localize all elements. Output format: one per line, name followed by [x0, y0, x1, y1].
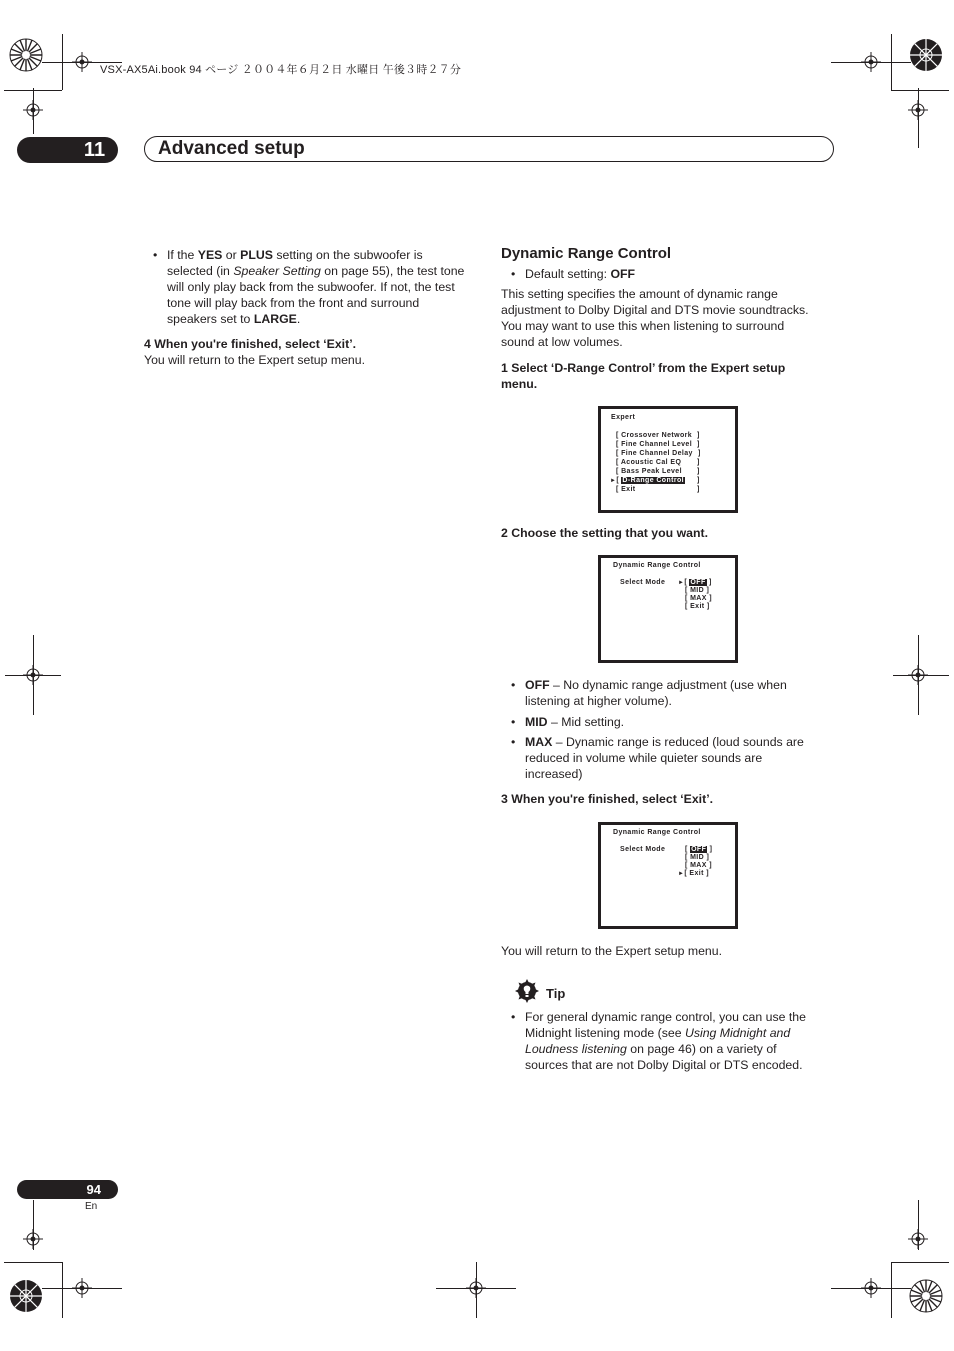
text-run: speakers set to [167, 312, 254, 326]
osd-title: Dynamic Range Control [613, 562, 701, 569]
text-line: You may want to use this when listening to surround [501, 319, 785, 333]
lightbulb-icon [514, 979, 540, 1005]
osd-menu-item: [ Bass Peak Level [616, 468, 682, 475]
osd-drc-select-exit [598, 822, 738, 929]
registration-wheel-icon [9, 38, 43, 72]
text-line: sound at low volumes. [501, 335, 623, 349]
step-3-text: You will return to the Expert setup menu. [501, 944, 723, 958]
chapter-number-tab [17, 137, 118, 163]
text-line: will only play back from the subwoofer. If not, the test [167, 280, 455, 294]
option-description: – No dynamic range adjustment (use when [549, 678, 787, 692]
large-keyword: LARGE [253, 312, 297, 326]
speaker-setting-reference: Speaker Setting [233, 264, 321, 278]
osd-label: Select Mode [620, 579, 666, 586]
midnight-reference: Using Midnight and [684, 1026, 791, 1040]
text-run: . [296, 312, 301, 326]
bullet-icon: • [511, 735, 516, 749]
osd-label: Select Mode [620, 846, 666, 853]
osd-expert-menu: Expert [ Crossover Network [ Fine Channel Level [ Fine Channel Delay [ Acoustic Cal EQ [ Bass Peak Level ►[ D-Range Control [ Exit ] ] ] ] ] ] ] [598, 406, 738, 513]
default-setting-label: Default setting: [525, 267, 611, 281]
option-name: MAX [525, 735, 553, 749]
cursor-arrow-icon: ► [678, 580, 685, 586]
cursor-arrow-icon: ► [678, 871, 685, 877]
loudness-reference: Loudness listening [525, 1042, 627, 1056]
osd-menu-item: [ Exit [616, 486, 636, 493]
chapter-number: 11 [83, 138, 106, 161]
section-title: Dynamic Range Control [501, 245, 672, 262]
option-description: increased) [525, 767, 583, 781]
registration-wheel-icon [909, 38, 943, 72]
text-run: setting on the subwoofer is [272, 248, 423, 262]
text-run: selected (in [167, 264, 234, 278]
option-name: MID [525, 715, 548, 729]
option-description: listening at higher volume). [525, 694, 672, 708]
text-line: This setting specifies the amount of dynamic range [501, 287, 778, 301]
default-setting-value: OFF [610, 267, 636, 281]
osd-option: [ MID ] [685, 587, 710, 594]
bullet-icon: • [511, 678, 516, 692]
text-run: or [222, 248, 241, 262]
osd-option: [ MID ] [685, 854, 710, 861]
cursor-arrow-icon: ► [610, 478, 617, 484]
bullet-icon: • [153, 248, 158, 262]
osd-option-selected: ►[ OFF ] [678, 579, 712, 586]
osd-menu-item: [ Fine Channel Level [616, 441, 693, 448]
print-header: VSX-AX5Ai.book 94 ページ ２００４年６月２日 水曜日 午後３時２７分 [100, 64, 462, 76]
text-line: sources that are not Dolby Digital or DTS encoded. [525, 1058, 803, 1072]
osd-option: [ MAX ] [685, 595, 712, 602]
text-line: menu. [501, 377, 538, 391]
option-description: – Dynamic range is reduced (loud sounds are [552, 735, 804, 749]
osd-option-selected: ►[ Exit ] [678, 870, 709, 877]
registration-wheel-icon [909, 1279, 943, 1313]
text-run: If the [167, 248, 198, 262]
text-line: For general dynamic range control, you can use the [525, 1010, 806, 1024]
text-line: tone will play back from the front and surround [167, 296, 420, 310]
osd-option: [ OFF ] [685, 846, 713, 853]
bullet-icon: • [511, 715, 516, 729]
osd-title: Expert [611, 414, 636, 421]
plus-keyword: PLUS [240, 248, 273, 262]
option-description: – Mid setting. [547, 715, 625, 729]
osd-title: Dynamic Range Control [613, 829, 701, 836]
yes-keyword: YES [197, 248, 223, 262]
option-description: reduced in volume while quieter sounds are [525, 751, 763, 765]
option-name: OFF [525, 678, 550, 692]
osd-option: [ MAX ] [685, 862, 712, 869]
page-number-tab [17, 1180, 118, 1199]
osd-menu-item: [ Crossover Network [616, 432, 693, 439]
text-line: adjustment to Dolby Digital and DTS movie soundtracks. [501, 303, 809, 317]
step-1-heading [501, 360, 785, 392]
step-4-heading: 4 When you're finished, select ‘Exit’. [144, 337, 357, 351]
chapter-title: Advanced setup [158, 138, 305, 159]
intro-paragraph [501, 286, 841, 350]
registration-wheel-icon [9, 1279, 43, 1313]
text-run: on page 55), the test tone [320, 264, 465, 278]
step-2-heading: 2 Choose the setting that you want. [501, 526, 709, 540]
text-line: 1 Select ‘D-Range Control’ from the Expert setup [501, 361, 786, 375]
step-3-heading: 3 When you're finished, select ‘Exit’. [501, 792, 714, 806]
osd-drc-select-off [598, 555, 738, 663]
osd-menu-item: [ Fine Channel Delay [616, 450, 693, 457]
tip-label: Tip [546, 986, 566, 1001]
step-4-text: You will return to the Expert setup menu. [144, 353, 366, 367]
bullet-icon: • [511, 1010, 516, 1024]
language-label: En [85, 1201, 98, 1212]
page-number: 94 [86, 1182, 101, 1197]
osd-menu-item-selected: ►[ D-Range Control [610, 477, 685, 484]
osd-option: [ Exit ] [685, 603, 710, 610]
text-run: Midnight listening mode (see [525, 1026, 685, 1040]
bullet-icon: • [511, 267, 516, 281]
text-run: on page 46) on a variety of [626, 1042, 777, 1056]
osd-menu-item: [ Acoustic Cal EQ [616, 459, 682, 466]
